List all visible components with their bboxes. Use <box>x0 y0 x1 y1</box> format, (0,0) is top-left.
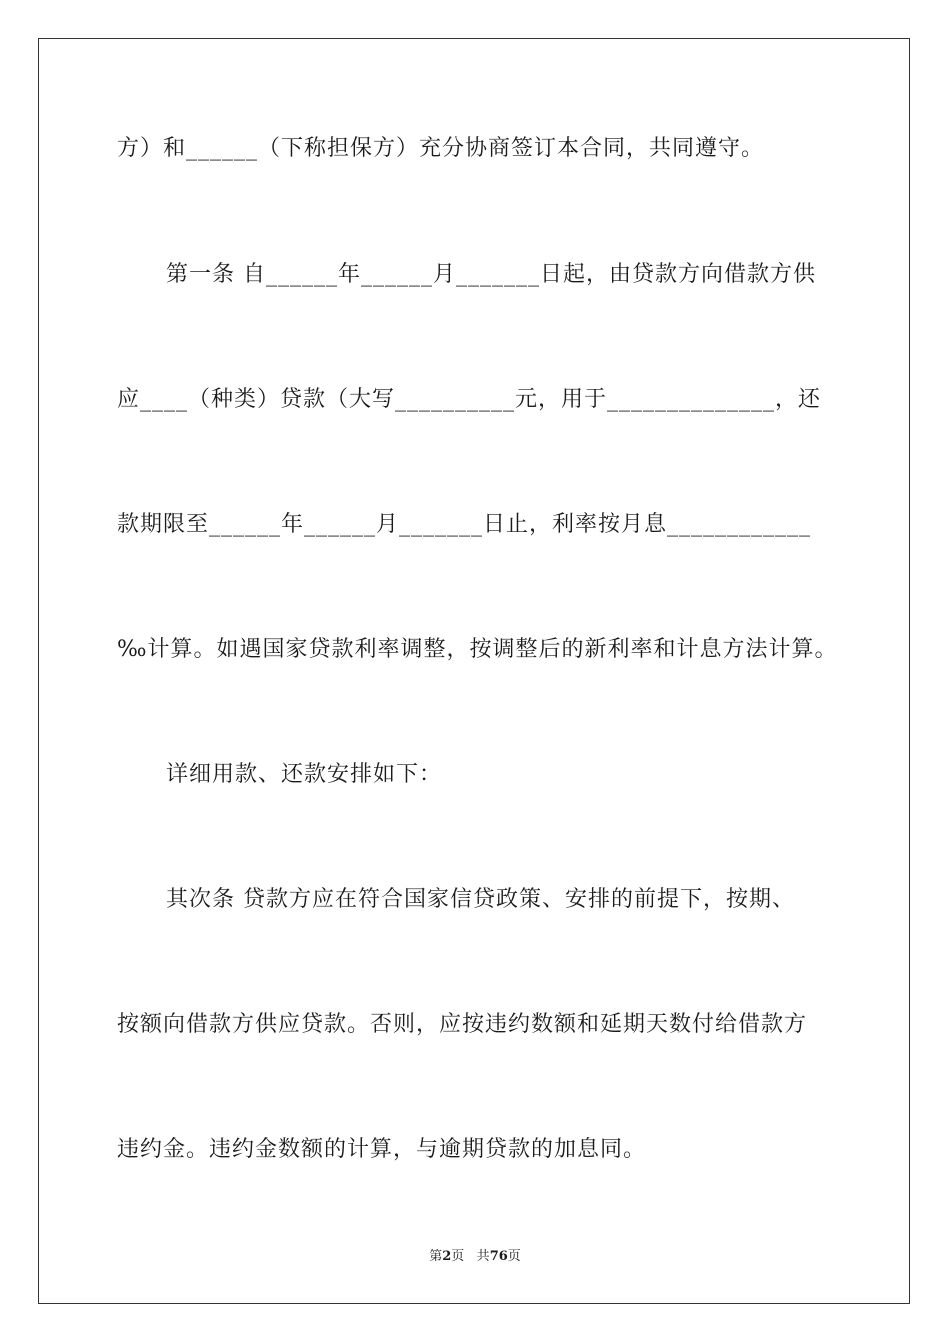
paragraph-line-4: 款期限至______年______月_______日止，利率按月息____________ <box>117 512 812 537</box>
paragraph-line-8: 按额向借款方供应贷款。否则，应按违约数额和延期天数付给借款方 <box>117 1012 808 1037</box>
page-number: 2 <box>442 1249 452 1264</box>
page-prefix: 第 <box>429 1249 443 1264</box>
total-prefix: 共 <box>476 1249 490 1264</box>
paragraph-line-6: 详细用款、还款安排如下： <box>166 762 443 787</box>
paragraph-line-1: 方）和______（下称担保方）充分协商签订本合同，共同遵守。 <box>117 136 765 161</box>
paragraph-line-2: 第一条 自______年______月_______日起，由贷款方向借款方供 <box>166 262 816 287</box>
page-suffix: 页 <box>451 1249 465 1264</box>
paragraph-line-5: ‰计算。如遇国家贷款利率调整，按调整后的新利率和计息方法计算。 <box>117 637 838 662</box>
total-pages: 76 <box>489 1249 508 1264</box>
paragraph-line-7: 其次条 贷款方应在符合国家信贷政策、安排的前提下，按期、 <box>166 887 795 912</box>
total-suffix: 页 <box>507 1249 521 1264</box>
page-border <box>38 38 910 1304</box>
page-footer <box>0 1248 950 1266</box>
paragraph-line-3: 应____（种类）贷款（大写__________元，用于______________，还 <box>117 387 822 412</box>
paragraph-line-9: 违约金。违约金数额的计算，与逾期贷款的加息同。 <box>117 1137 647 1162</box>
